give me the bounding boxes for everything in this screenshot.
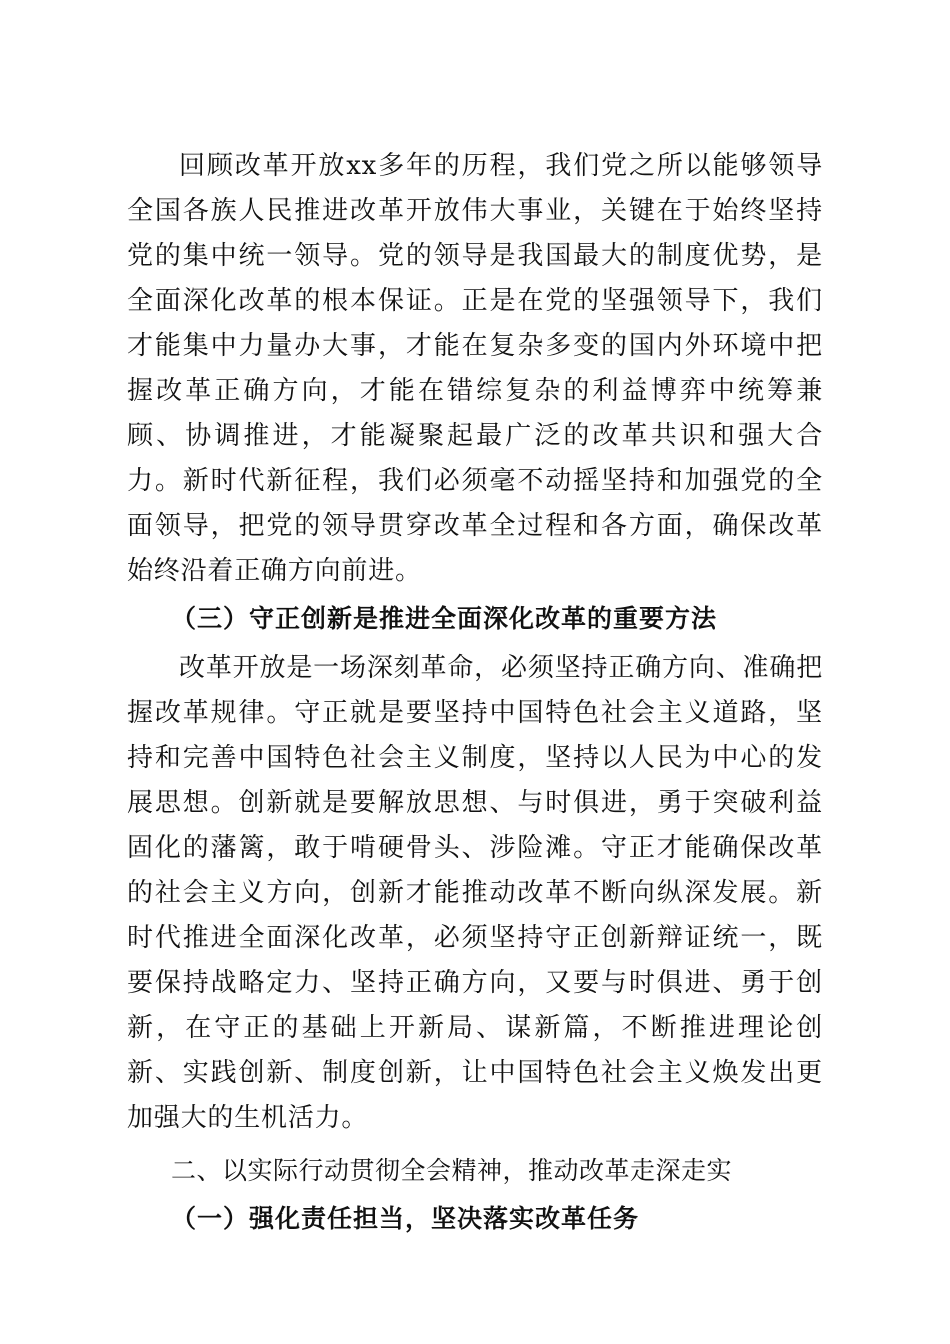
paragraph-party-leadership: 回顾改革开放xx多年的历程，我们党之所以能够领导全国各族人民推进改革开放伟大事业，关键在于始终坚持党的集中统一领导。党的领导是我国最大的制度优势，是全面深化改革的根本保证。正是在党的坚强领导下，我们才能集中力量办大事，才能在复杂多变的国内外环境中把握改革正确方向，才能在错综复杂的利益博弈中统筹兼顾、协调推进，才能凝聚起最广泛的改革共识和强大合力。新时代新征程，我们必须毫不动摇坚持和加强党的全面领导，把党的领导贯穿改革全过程和各方面，确保改革始终沿着正确方向前进。	[127, 151, 823, 586]
paragraph-integrity-innovation: 改革开放是一场深刻革命，必须坚持正确方向、准确把握改革规律。守正就是要坚持中国特色社会主义道路，坚持和完善中国特色社会主义制度，坚持以人民为中心的发展思想。创新就是要解放思想、与时俱进，勇于突破利益固化的藩篱，敢于啃硬骨头、涉险滩。守正才能确保改革的社会主义方向，创新才能推动改革不断向纵深发展。新时代推进全面深化改革，必须坚持守正创新辩证统一，既要保持战略定力、坚持正确方向，又要与时俱进、勇于创新，在守正的基础上开新局、谋新篇，不断推进理论创新、实践创新、制度创新，让中国特色社会主义焕发出更加强大的生机活力。	[127, 653, 823, 1133]
section-heading-action: 二、以实际行动贯彻全会精神，推动改革走深走实	[171, 1156, 733, 1185]
subheading-integrity-innovation: （三）守正创新是推进全面深化改革的重要方法	[171, 604, 718, 633]
document-body	[127, 144, 823, 1239]
subheading-responsibility: （一）强化责任担当，坚决落实改革任务	[171, 1204, 640, 1233]
